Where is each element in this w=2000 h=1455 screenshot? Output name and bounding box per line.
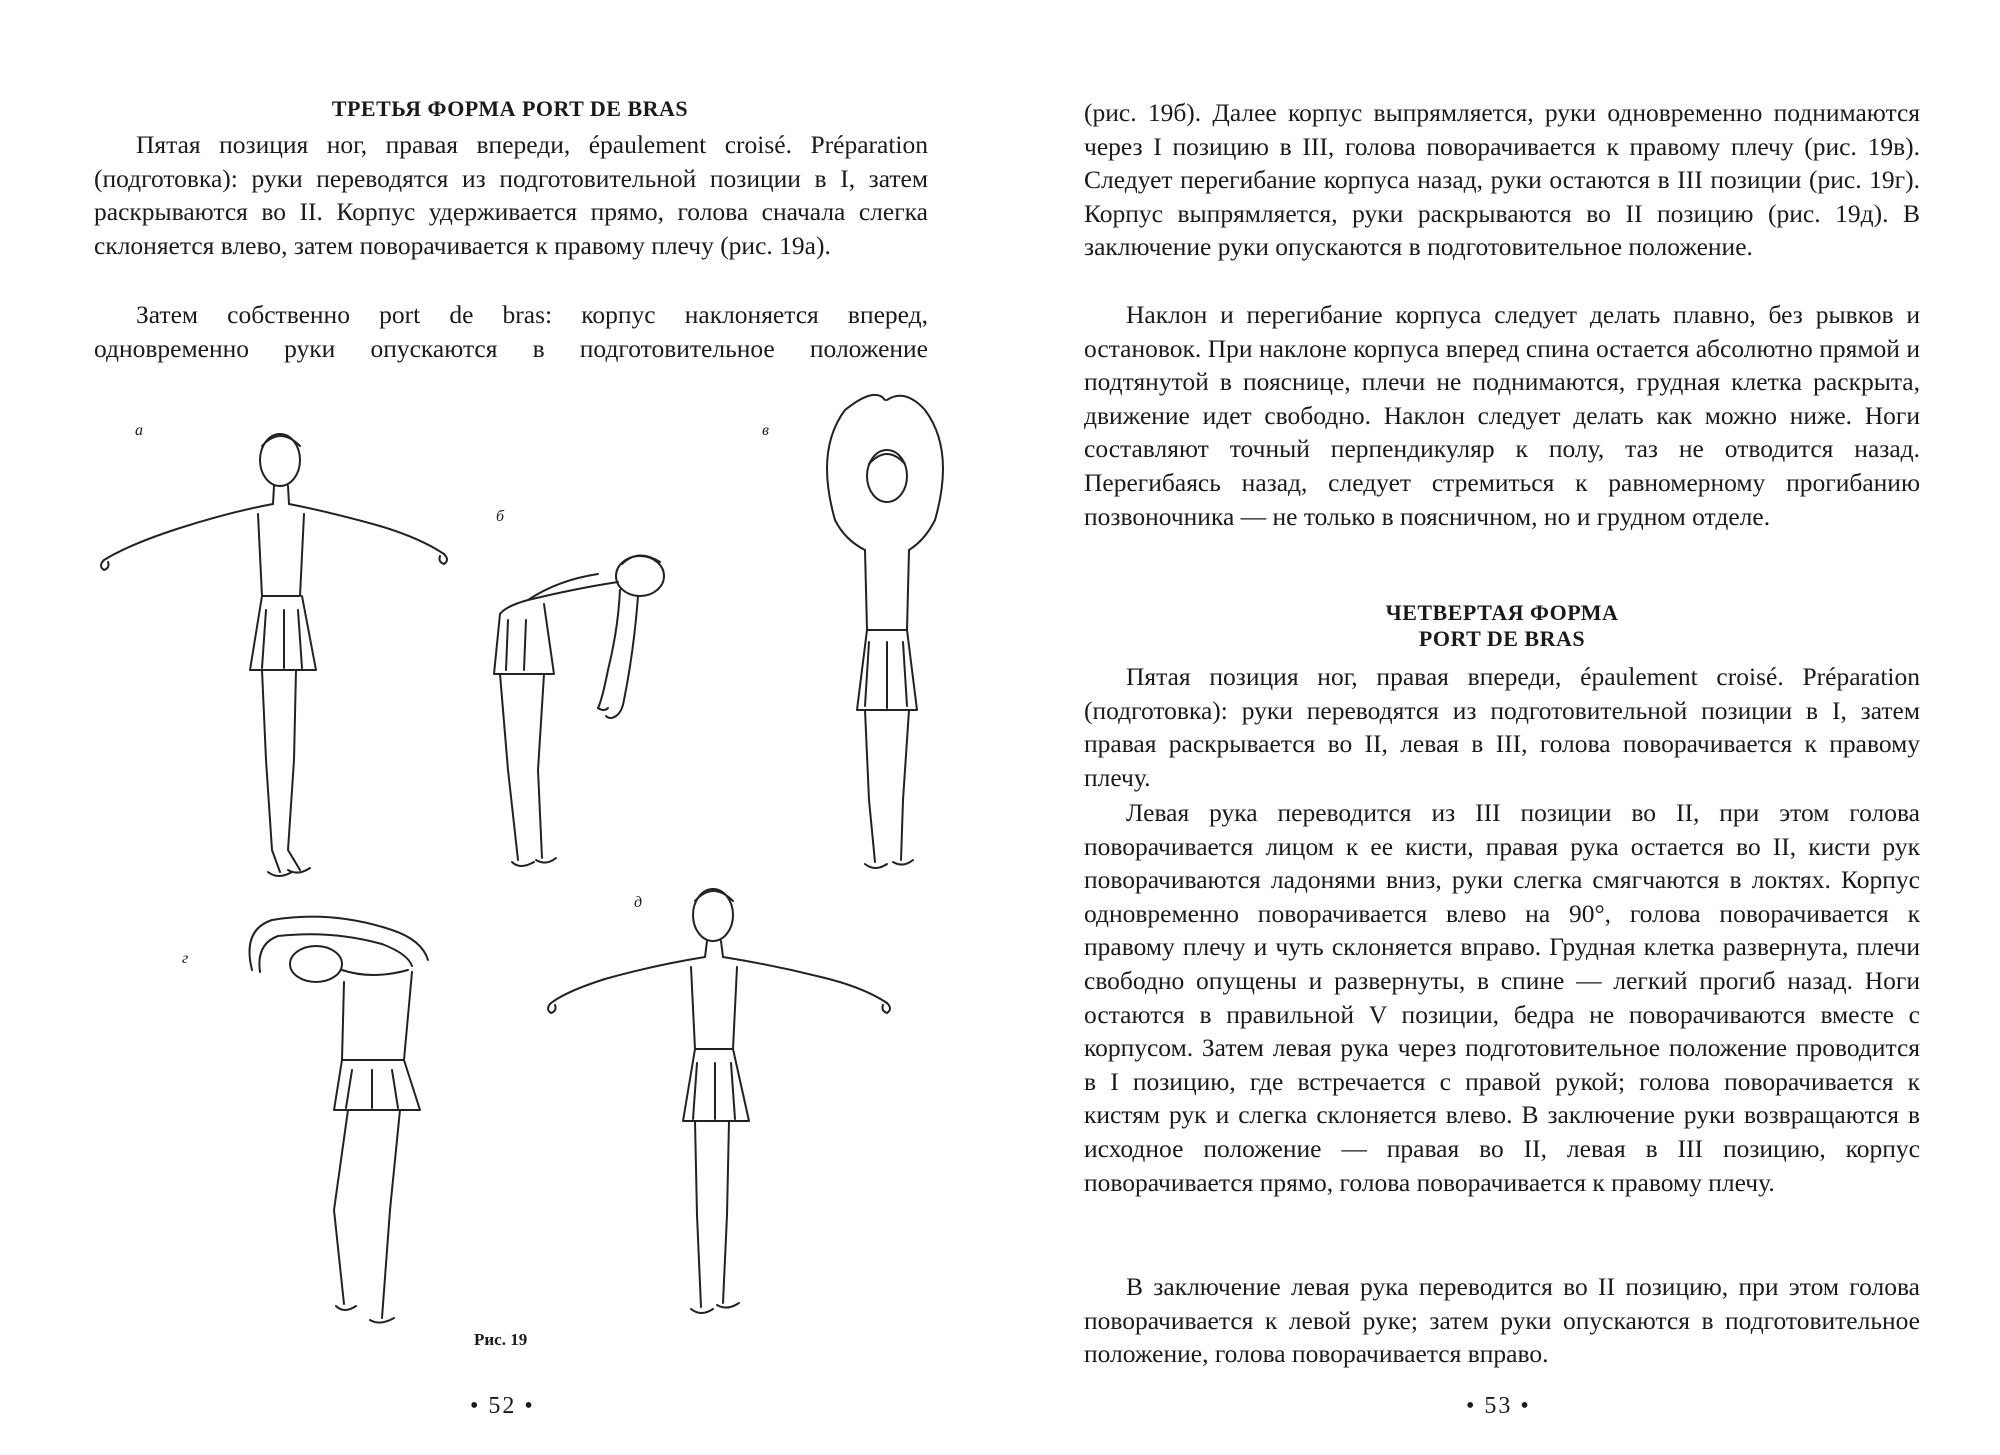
heading-line-2: PORT DE BRAS xyxy=(1418,626,1586,651)
figure-label-a: а xyxy=(135,422,143,439)
figure-label-v: в xyxy=(762,422,769,439)
paragraph: Пятая позиция ног, правая впереди, épaulement croisé. Préparation (подготовка): руки переводятся из подготовительной позиции в I, затем правая раскрывается во II, левая в III, голова поворачивается к правому плечу. xyxy=(1084,662,1920,792)
dancer-figure-d xyxy=(545,875,925,1335)
figure-label-d: д xyxy=(634,894,643,911)
paragraph: В заключение левая рука переводится во II позицию, при этом голова поворачивается к левой руке; затем руки опускаются в подготовительное положение, голова поворачивается вправо. xyxy=(1084,1272,1920,1369)
section-heading-fourth-form xyxy=(1084,600,1920,652)
heading-line-1: ЧЕТВЕРТАЯ ФОРМА xyxy=(1385,600,1619,625)
right-page xyxy=(1000,0,2000,1455)
figure-caption: Рис. 19 xyxy=(474,1330,528,1349)
paragraph: (рис. 19б). Далее корпус выпрямляется, руки одновременно поднимаются через I позицию в III, голова поворачивается к правому плечу (рис. 19в). Следует перегибание корпуса назад, руки остаются в III позиции (рис. 19г). Корпус выпрямляется, руки раскрываются во II позицию (рис. 19д). В заключение руки опускаются в подготовительное положение. xyxy=(1084,98,1920,262)
dancer-figure-g xyxy=(232,910,452,1340)
figure-label-g: г xyxy=(182,950,189,967)
dancer-figure-b xyxy=(488,540,728,880)
dancer-figure-a xyxy=(90,420,470,900)
paragraph: Пятая позиция ног, правая впереди, épaulement croisé. Préparation (подготовка): руки переводятся из подготовительной позиции в I, затем раскрываются во II. Корпус удерживается прямо, голова сначала слегка склоняется влево, затем поворачивается к правому плечу (рис. 19а). xyxy=(94,130,928,260)
paragraph: Затем собственно port de bras: корпус наклоняется вперед, одновременно руки опускаются в подготовительное положение xyxy=(94,300,928,363)
page-number-right: • 53 • xyxy=(1466,1393,1531,1419)
figure-label-b: б xyxy=(496,508,505,525)
paragraph: Левая рука переводится из III позиции во II, при этом голова поворачивается лицом к ее кисти, правая рука остается во II, кисти рук поворачиваются ладонями вниз, руки слегка смягчаются в локтях. Корпус одновременно поворачивается влево на 90°, голова поворачивается к правому плечу и чуть склоняется вправо. Грудная клетка развернута, плечи свободно опущены и развернуты, в спине — легкий прогиб назад. Ноги остаются в правильной V позиции, бедра не поворачиваются вместе с корпусом. Затем левая рука через подготовительное положение проводится в I позицию, где встречается с правой рукой; голова поворачивается к кистям рук и слегка склоняется влево. В заключение руки возвращаются в исходное положение — правая во II, левая в III позицию, корпус поворачивается прямо, голова поворачивается к правому плечу. xyxy=(1084,798,1920,1197)
page-number-left: • 52 • xyxy=(470,1393,535,1419)
paragraph: Наклон и перегибание корпуса следует делать плавно, без рывков и остановок. При наклоне корпуса вперед спина остается абсолютно прямой и подтянутой в пояснице, плечи не поднимаются, грудная клетка раскрыта, движение идет свободно. Наклон следует делать как можно ниже. Ноги составляют точный перпендикуляр к полу, таз не отводится назад. Перегибаясь назад, следует стремиться к равномерному прогибанию позвоночника — не только в поясничном, но и грудном отделе. xyxy=(1084,300,1920,531)
section-heading-third-form: ТРЕТЬЯ ФОРМА PORT DE BRAS xyxy=(331,96,689,121)
dancer-figure-v xyxy=(805,380,965,880)
